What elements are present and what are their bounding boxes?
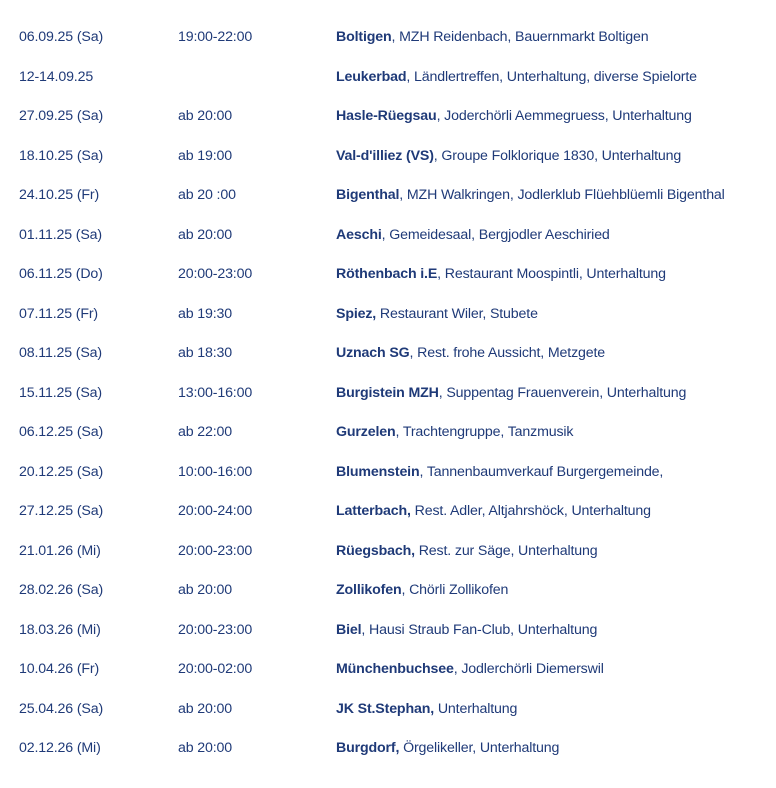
event-row <box>0 97 776 137</box>
event-detail: , Hausi Straub Fan-Club, Unterhaltung <box>361 621 598 638</box>
event-date: 10.04.26 (Fr) <box>19 661 100 677</box>
event-place: Gurzelen <box>336 424 396 440</box>
event-date: 24.10.25 (Fr) <box>19 187 100 203</box>
event-row <box>0 58 776 98</box>
event-detail: , Trachtengruppe, Tanzmusik <box>395 424 574 440</box>
event-detail: Örgelikeller, Unterhaltung <box>399 740 560 756</box>
event-place: Zollikofen <box>336 582 402 598</box>
event-time: ab 20:00 <box>178 226 233 243</box>
event-row <box>0 18 776 58</box>
event-description <box>336 295 538 335</box>
event-detail: , MZH Reidenbach, Bauernmarkt Boltigen <box>391 29 649 45</box>
event-detail: , Suppentag Frauenverein, Unterhaltung <box>438 384 687 401</box>
event-detail: , Gemeidesaal, Bergjodler Aeschiried <box>381 226 610 243</box>
event-row <box>0 532 776 572</box>
event-place: Val-d'illiez (VS) <box>336 147 434 164</box>
event-row <box>0 611 776 651</box>
event-place: Spiez, <box>336 305 377 322</box>
event-description <box>336 137 681 177</box>
event-row <box>0 255 776 295</box>
event-date: 01.11.25 (Sa) <box>19 226 102 243</box>
event-date: 20.12.25 (Sa) <box>19 463 104 480</box>
event-place: Leukerbad <box>336 68 407 85</box>
event-row <box>0 374 776 414</box>
event-time: 20:00-23:00 <box>178 266 253 282</box>
event-description <box>336 532 597 572</box>
event-date: 06.09.25 (Sa) <box>19 29 104 45</box>
event-description <box>336 650 604 690</box>
event-time: 10:00-16:00 <box>178 463 253 480</box>
event-detail: , MZH Walkringen, Jodlerklub Flüehblüemli Bigenthal <box>399 187 725 203</box>
event-description <box>336 611 597 651</box>
event-date: 18.10.25 (Sa) <box>19 147 104 164</box>
event-detail: , Rest. frohe Aussicht, Metzgete <box>409 345 606 361</box>
event-place: Bigenthal <box>336 187 400 203</box>
event-row <box>0 650 776 690</box>
event-date: 25.04.26 (Sa) <box>19 700 104 717</box>
event-row <box>0 295 776 335</box>
event-date: 08.11.25 (Sa) <box>19 345 102 361</box>
event-time: 20:00-23:00 <box>178 621 253 638</box>
event-time: ab 20:00 <box>178 108 233 124</box>
event-description <box>336 729 559 769</box>
event-row <box>0 216 776 256</box>
event-date: 27.09.25 (Sa) <box>19 108 104 124</box>
event-time: ab 18:30 <box>178 345 233 361</box>
event-place: Röthenbach i.E <box>336 266 438 282</box>
event-detail: Rest. zur Säge, Unterhaltung <box>414 542 598 559</box>
event-description <box>336 492 651 532</box>
event-description <box>336 334 605 374</box>
event-row <box>0 729 776 769</box>
event-place: Blumenstein <box>336 463 420 480</box>
event-time: ab 20:00 <box>178 582 233 598</box>
event-place: Burgistein MZH <box>336 384 439 401</box>
event-time: 13:00-16:00 <box>178 384 253 401</box>
event-row <box>0 571 776 611</box>
event-description <box>336 58 697 98</box>
event-description <box>336 571 508 611</box>
event-description <box>336 97 692 137</box>
event-date: 06.12.25 (Sa) <box>19 424 104 440</box>
event-description <box>336 216 610 256</box>
event-row <box>0 334 776 374</box>
event-place: Burgdorf, <box>336 740 400 756</box>
event-place: JK St.Stephan, <box>336 700 435 717</box>
event-detail: , Chörli Zollikofen <box>401 582 509 598</box>
event-place: Aeschi <box>336 226 382 243</box>
event-description <box>336 18 648 58</box>
event-date: 28.02.26 (Sa) <box>19 582 104 598</box>
event-row <box>0 690 776 730</box>
event-detail: , Tannenbaumverkauf Burgergemeinde, <box>419 463 664 480</box>
event-detail: Rest. Adler, Altjahrshöck, Unterhaltung <box>410 503 651 519</box>
event-detail: , Joderchörli Aemmegruess, Unterhaltung <box>436 108 692 124</box>
event-time: 20:00-23:00 <box>178 542 253 559</box>
event-row <box>0 413 776 453</box>
event-description <box>336 255 666 295</box>
event-time: ab 19:00 <box>178 147 233 164</box>
event-time: ab 20 :00 <box>178 187 236 203</box>
event-row <box>0 453 776 493</box>
event-place: Rüegsbach, <box>336 542 415 559</box>
event-place: Uznach SG <box>336 345 410 361</box>
event-place: Münchenbuchsee <box>336 661 454 677</box>
event-detail: , Groupe Folklorique 1830, Unterhaltung <box>433 147 682 164</box>
event-time: ab 20:00 <box>178 740 233 756</box>
event-detail: , Ländlertreffen, Unterhaltung, diverse Spielorte <box>406 68 697 85</box>
event-description <box>336 690 517 730</box>
event-detail: Unterhaltung <box>434 700 518 717</box>
event-date: 27.12.25 (Sa) <box>19 503 104 519</box>
event-date: 06.11.25 (Do) <box>19 266 103 282</box>
event-time: ab 20:00 <box>178 700 233 717</box>
event-detail: , Restaurant Moospintli, Unterhaltung <box>437 266 666 282</box>
event-date: 07.11.25 (Fr) <box>19 305 99 322</box>
event-row <box>0 137 776 177</box>
event-place: Hasle-Rüegsau <box>336 108 437 124</box>
event-time: 19:00-22:00 <box>178 29 253 45</box>
event-detail: Restaurant Wiler, Stubete <box>376 305 538 322</box>
event-date: 12-14.09.25 <box>19 68 94 85</box>
event-place: Biel <box>336 621 362 638</box>
event-time: ab 19:30 <box>178 305 233 322</box>
event-schedule <box>0 18 776 769</box>
event-time: 20:00-24:00 <box>178 503 253 519</box>
event-date: 18.03.26 (Mi) <box>19 621 101 638</box>
event-row <box>0 492 776 532</box>
event-date: 21.01.26 (Mi) <box>19 542 101 559</box>
event-place: Boltigen <box>336 29 392 45</box>
event-row <box>0 176 776 216</box>
event-time: ab 22:00 <box>178 424 233 440</box>
event-description <box>336 413 573 453</box>
event-description <box>336 453 663 493</box>
event-description <box>336 176 725 216</box>
event-date: 15.11.25 (Sa) <box>19 384 102 401</box>
event-description <box>336 374 686 414</box>
event-place: Latterbach, <box>336 503 411 519</box>
event-time: 20:00-02:00 <box>178 661 253 677</box>
event-date: 02.12.26 (Mi) <box>19 740 101 756</box>
event-detail: , Jodlerchörli Diemerswil <box>453 661 604 677</box>
